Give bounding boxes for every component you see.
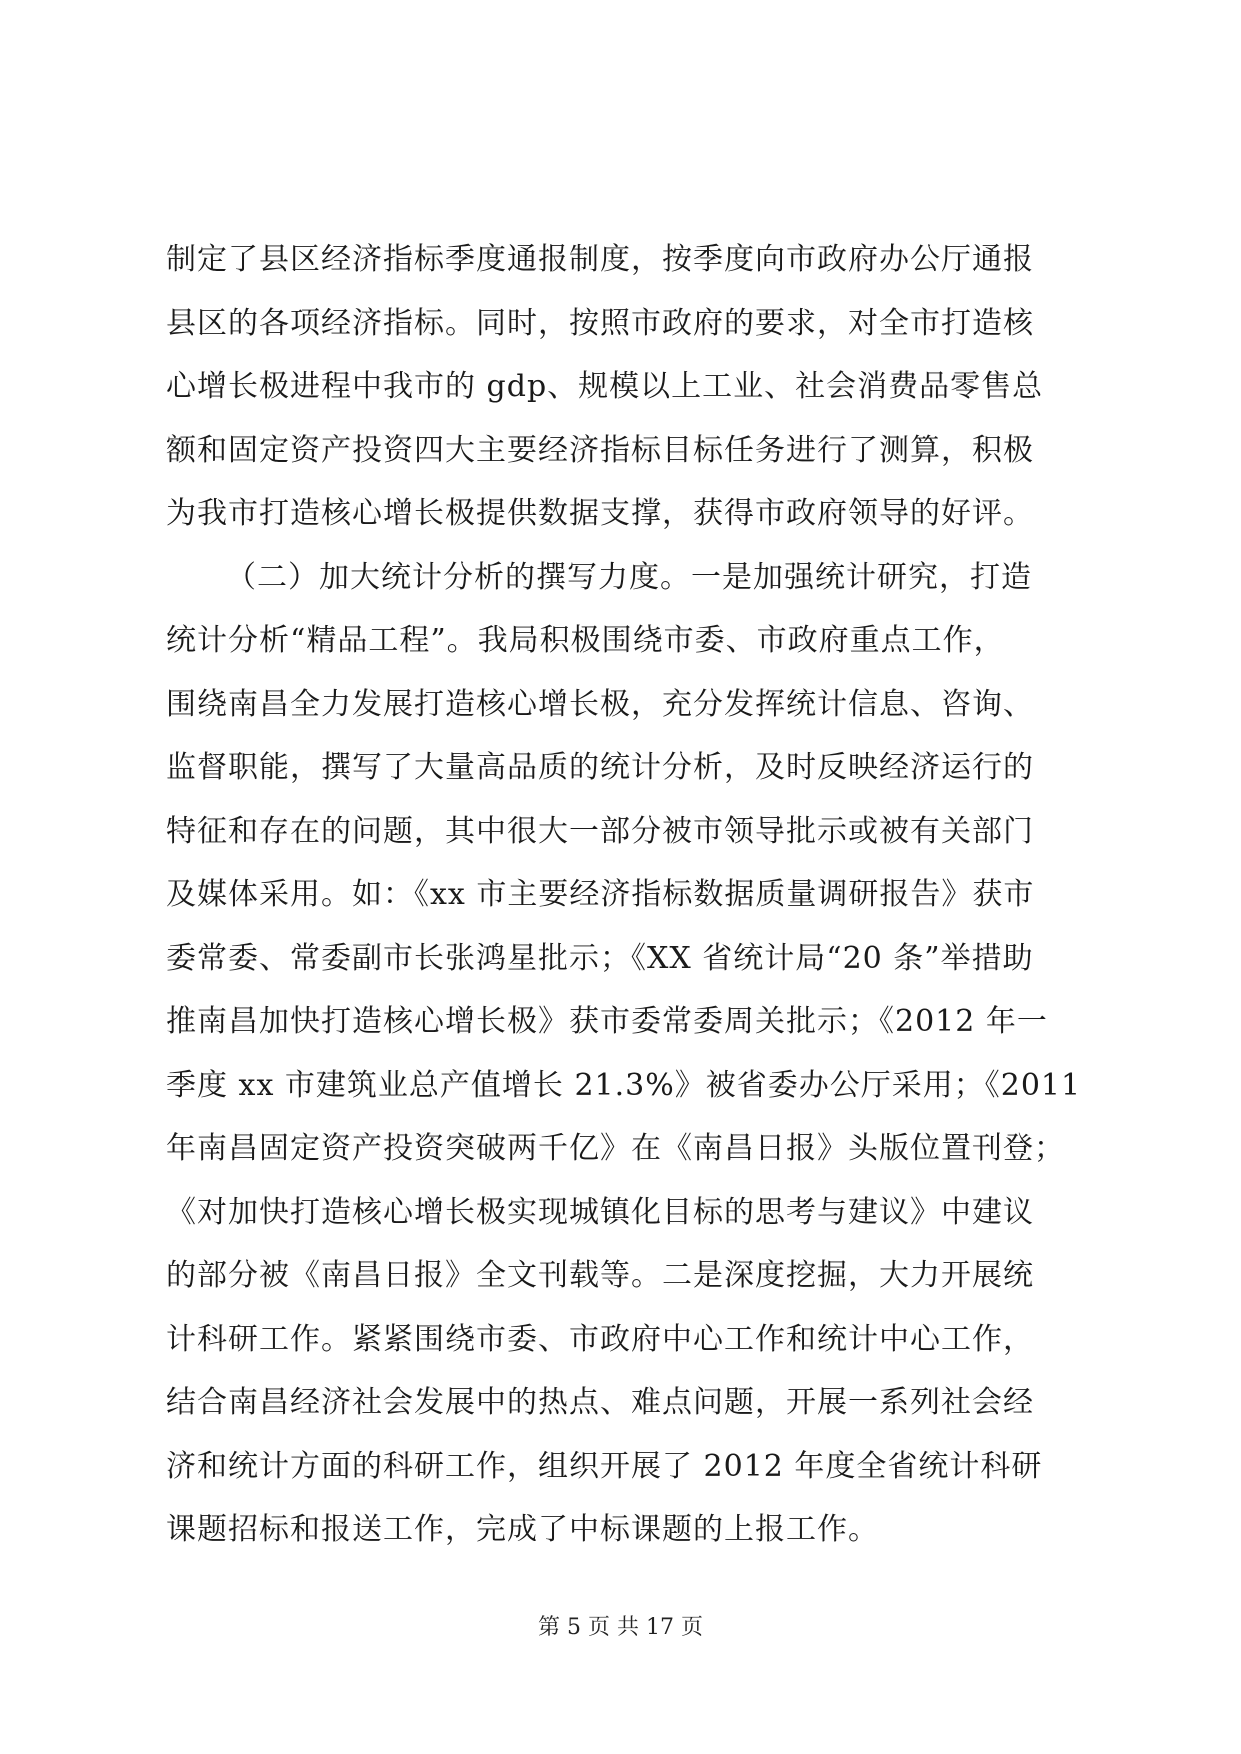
text-line: 课题招标和报送工作，完成了中标课题的上报工作。 [166, 1512, 879, 1547]
text-line: 计科研工作。紧紧围绕市委、市政府中心工作和统计中心工作， [166, 1321, 1034, 1357]
text-line: 济和统计方面的科研工作，组织开展了 2012 年度全省统计科研 [166, 1448, 1043, 1484]
text-line: 推南昌加快打造核心增长极》获市委常委周关批示；《2012 年一 [166, 1004, 1048, 1039]
text-line: 季度 xx 市建筑业总产值增长 21.3%》被省委办公厅采用；《2011 [166, 1067, 1082, 1103]
text-line: 县区的各项经济指标。同时，按照市政府的要求，对全市打造核 [166, 305, 1034, 341]
page-number-footer: 第 5 页 共 17 页 [538, 1615, 703, 1640]
text-line: 心增长极进程中我市的 gdp、规模以上工业、社会消费品零售总 [166, 369, 1044, 404]
text-line: 特征和存在的问题，其中很大一部分被市领导批示或被有关部门 [166, 813, 1034, 849]
text-line-paragraph-start: （二）加大统计分析的撰写力度。一是加强统计研究，打造 [226, 559, 1032, 595]
text-line: 《对加快打造核心增长极实现城镇化目标的思考与建议》中建议 [166, 1194, 1034, 1230]
text-line: 及媒体采用。如：《xx 市主要经济指标数据质量调研报告》获市 [166, 877, 1035, 912]
text-line: 为我市打造核心增长极提供数据支撑，获得市政府领导的好评。 [166, 496, 1034, 531]
text-line: 围绕南昌全力发展打造核心增长极，充分发挥统计信息、咨询、 [166, 686, 1034, 722]
text-line: 额和固定资产投资四大主要经济指标目标任务进行了测算，积极 [166, 432, 1034, 468]
text-line: 结合南昌经济社会发展中的热点、难点问题，开展一系列社会经 [166, 1385, 1034, 1420]
text-line: 年南昌固定资产投资突破两千亿》在《南昌日报》头版位置刊登； [166, 1131, 1065, 1166]
text-line: 统计分析“精品工程”。我局积极围绕市委、市政府重点工作， [166, 623, 1005, 658]
text-line: 制定了县区经济指标季度通报制度，按季度向市政府办公厅通报 [166, 242, 1034, 277]
text-line: 监督职能，撰写了大量高品质的统计分析，及时反映经济运行的 [166, 750, 1034, 785]
document-body [166, 228, 1086, 1562]
text-line: 的部分被《南昌日报》全文刊载等。二是深度挖掘，大力开展统 [166, 1258, 1034, 1293]
text-line: 委常委、常委副市长张鸿星批示；《XX 省统计局“20 条”举措助 [166, 940, 1034, 976]
